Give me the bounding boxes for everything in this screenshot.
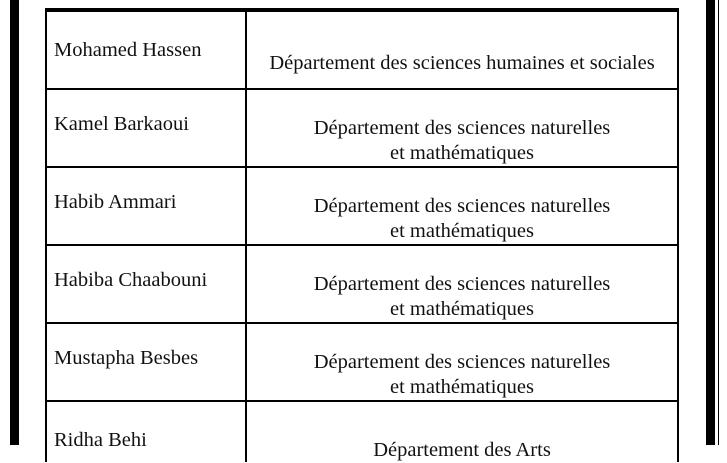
department-cell [247,402,677,462]
department-cell [247,168,677,244]
page-border-right-thin [718,0,719,445]
department-cell [247,12,677,88]
name-cell [47,90,247,166]
member-name: Kamel Barkaoui [54,113,189,135]
member-name: Ridha Behi [54,429,147,451]
table-row [45,324,679,402]
members-table [45,8,679,462]
page-border-left [10,0,19,445]
table-row [45,90,679,168]
department-cell [247,246,677,322]
table-row [45,402,679,462]
department-line: et mathématiques [389,219,535,242]
department-line: Département des sciences naturelles [313,351,611,373]
member-name: Mustapha Besbes [54,347,199,369]
table-row [45,168,679,246]
department-text [247,116,677,165]
department-line: et mathématiques [389,141,535,164]
department-text [247,350,677,399]
department-cell [247,324,677,400]
name-cell [47,324,247,400]
name-cell [47,168,247,244]
department-text [247,438,677,463]
department-line: Département des sciences naturelles [313,273,611,295]
name-cell [47,12,247,88]
member-name: Habib Ammari [54,191,177,213]
department-line: et mathématiques [389,375,535,398]
name-cell [47,246,247,322]
department-line: et mathématiques [389,297,535,320]
member-name: Mohamed Hassen [54,39,202,61]
table-row [45,12,679,90]
table-row [45,246,679,324]
department-text [247,51,677,76]
department-line: Département des sciences naturelles [313,195,611,217]
department-cell [247,90,677,166]
department-line: Département des sciences naturelles [313,117,611,139]
member-name: Habiba Chaabouni [54,269,208,291]
department-line: Département des sciences humaines et sociales [269,52,655,74]
department-text [247,194,677,243]
page-border-right [706,0,715,445]
department-text [247,272,677,321]
department-line: Département des Arts [373,439,551,461]
name-cell [47,402,247,462]
